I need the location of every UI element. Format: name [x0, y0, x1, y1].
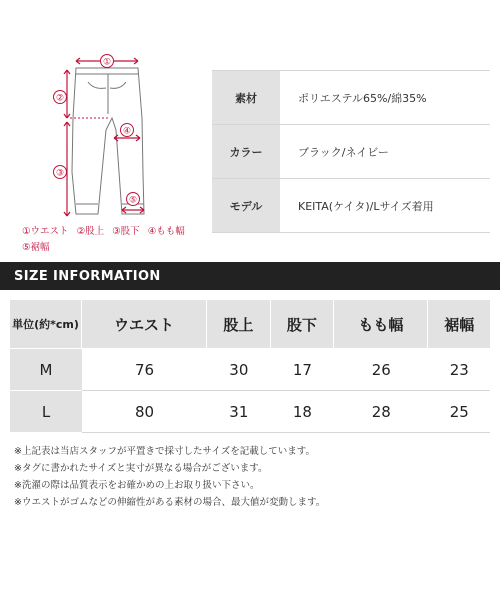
- note-line: ※タグに書かれたサイズと実寸が異なる場合がございます。: [14, 463, 268, 474]
- table-row-l: [10, 391, 490, 433]
- column-header-rise: 股上: [207, 300, 271, 348]
- size-label: M: [10, 349, 82, 391]
- spec-table: [212, 70, 490, 233]
- column-header-waist: ウエスト: [82, 300, 207, 348]
- table-row-m: [10, 349, 490, 391]
- table-cell: 25: [428, 391, 490, 433]
- spec-key: 素材: [212, 71, 280, 125]
- size-table-header: [10, 300, 490, 348]
- marker-3-label: ③: [55, 168, 65, 179]
- marker-2-label: ②: [55, 93, 65, 104]
- marker-5-label: ⑤: [128, 195, 138, 206]
- column-header-thigh: もも幅: [334, 300, 428, 348]
- spec-row-material: [212, 71, 490, 125]
- size-label: L: [10, 391, 82, 433]
- spec-row-color: [212, 125, 490, 179]
- legend-waist: ①ウエスト: [22, 226, 69, 237]
- table-cell: 80: [82, 391, 207, 433]
- legend-inseam: ③股下: [112, 226, 140, 237]
- table-cell: 30: [207, 349, 271, 391]
- spec-value: ポリエステル65%/綿35%: [280, 71, 490, 125]
- table-cell: 17: [271, 349, 335, 391]
- table-cell: 76: [82, 349, 207, 391]
- notes: [14, 443, 494, 511]
- spec-key: モデル: [212, 179, 280, 233]
- section-title: SIZE INFORMATION: [14, 269, 161, 284]
- note-line: ※ウエストがゴムなどの伸縮性がある素材の場合、最大値が変動します。: [14, 497, 326, 508]
- spec-key: カラー: [212, 125, 280, 179]
- legend-thigh: ④もも幅: [147, 226, 185, 237]
- table-cell: 28: [334, 391, 428, 433]
- note-line: ※洗濯の際は品質表示をお確かめの上お取り扱い下さい。: [14, 480, 260, 491]
- legend-hem: ⑤裾幅: [22, 242, 50, 253]
- unit-label: 単位(約*cm): [10, 300, 82, 348]
- column-header-hem: 裾幅: [428, 300, 490, 348]
- pants-measurement-diagram: [10, 18, 210, 233]
- product-details-section: [0, 0, 500, 258]
- spec-row-model: [212, 179, 490, 233]
- table-cell: 26: [334, 349, 428, 391]
- table-cell: 18: [271, 391, 335, 433]
- size-table: [10, 300, 490, 433]
- marker-4-label: ④: [122, 126, 132, 137]
- measurement-legend: [22, 224, 212, 256]
- spec-value: KEITA(ケイタ)/Lサイズ着用: [280, 179, 490, 233]
- column-header-inseam: 股下: [271, 300, 335, 348]
- note-line: ※上記表は当店スタッフが平置きで採寸したサイズを記載しています。: [14, 446, 315, 457]
- marker-1-label: ①: [102, 57, 112, 68]
- table-cell: 23: [428, 349, 490, 391]
- size-information-header: [0, 262, 500, 290]
- spec-value: ブラック/ネイビー: [280, 125, 490, 179]
- table-cell: 31: [207, 391, 271, 433]
- legend-rise: ②股上: [76, 226, 105, 237]
